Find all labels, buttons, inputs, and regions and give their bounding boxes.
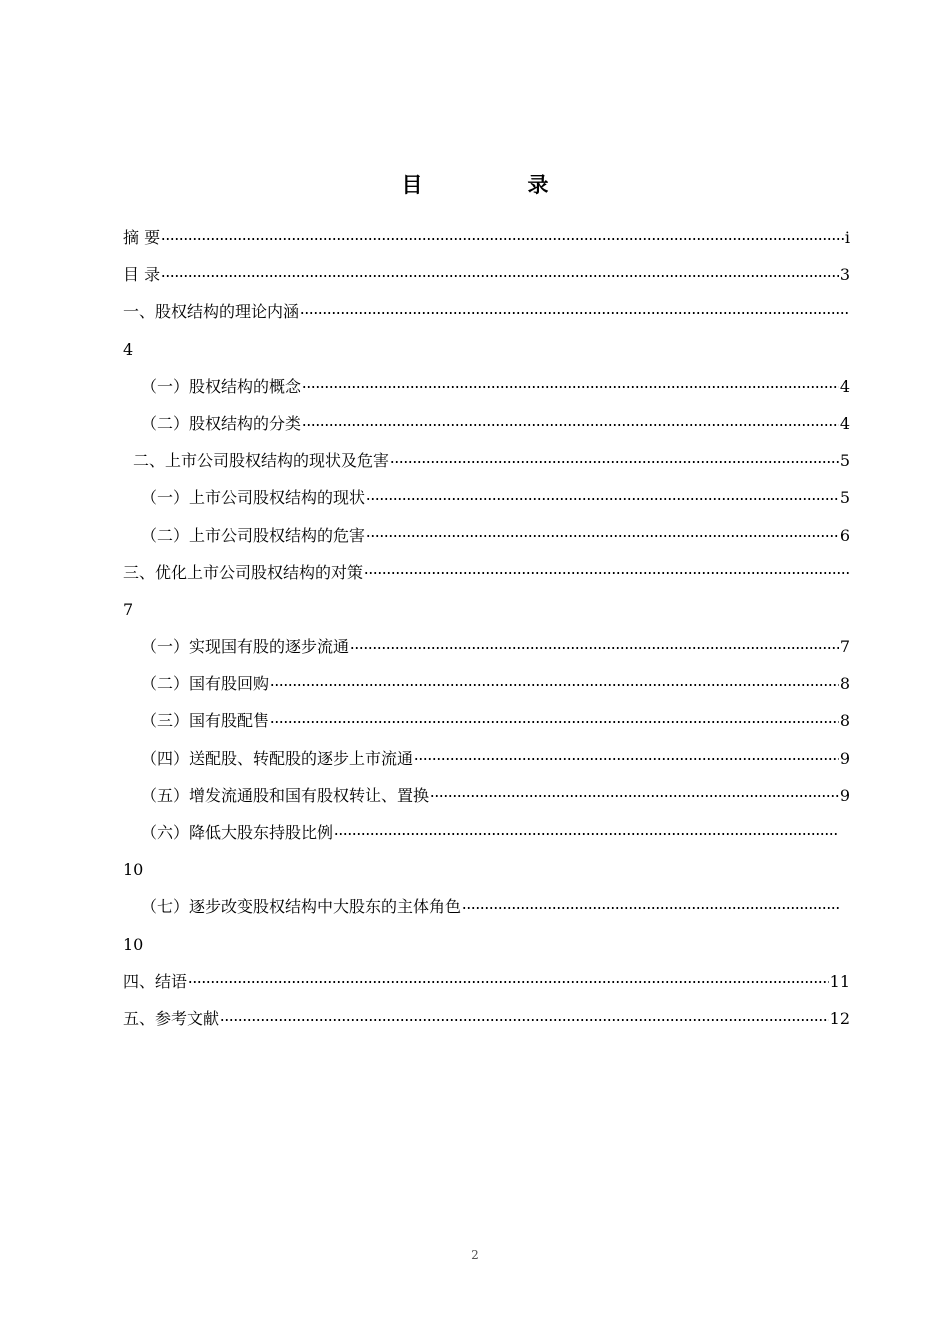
- dot-leader: [366, 498, 839, 500]
- dot-leader: [414, 758, 839, 760]
- toc-entry-subsection-3-1[interactable]: [123, 628, 850, 665]
- toc-entry-page: 4: [839, 413, 850, 433]
- page-title: 目 录: [401, 173, 591, 197]
- toc-entry-label: （二）股权结构的分类: [141, 413, 302, 433]
- toc-entry-subsection-3-4[interactable]: [123, 740, 850, 777]
- dot-leader: [364, 572, 849, 574]
- toc-entry-contents[interactable]: [123, 256, 850, 293]
- dot-leader: [334, 833, 839, 835]
- toc-entry-page: 9: [839, 748, 850, 768]
- toc-entry-page: 9: [839, 785, 850, 805]
- toc-entry-label: 摘 要: [123, 228, 161, 247]
- toc-entry-page: 3: [839, 265, 850, 285]
- toc-entry-page: 5: [839, 488, 850, 508]
- toc-entry-label: （一）实现国有股的逐步流通: [141, 637, 350, 657]
- toc-entry-page: 8: [839, 711, 850, 731]
- dot-leader: [390, 461, 839, 463]
- dot-leader: [430, 795, 839, 797]
- dot-leader: [270, 721, 839, 723]
- toc-entry-wrapped-page: [123, 331, 850, 368]
- toc-entry-section-2[interactable]: [123, 442, 850, 479]
- dot-leader: [161, 275, 839, 277]
- toc-entry-page: 10: [123, 934, 144, 954]
- toc-entry-subsection-2-1[interactable]: [123, 479, 850, 516]
- toc-entry-page: 7: [123, 599, 134, 619]
- dot-leader: [300, 312, 849, 314]
- toc-entry-subsection-1-1[interactable]: [123, 368, 850, 405]
- toc-entry-label: 一、股权结构的理论内涵: [123, 302, 300, 322]
- toc-entry-subsection-3-2[interactable]: [123, 665, 850, 702]
- toc-entry-page: 11: [829, 971, 850, 991]
- toc-entry-subsection-1-2[interactable]: [123, 405, 850, 442]
- toc-entry-subsection-3-5[interactable]: [123, 777, 850, 814]
- dot-leader: [366, 535, 839, 537]
- toc-entry-page: 4: [123, 339, 134, 359]
- dot-leader: [161, 238, 844, 240]
- toc-entry-label: （三）国有股配售: [141, 711, 270, 731]
- toc-entry-section-3[interactable]: [123, 554, 850, 591]
- toc-entry-label: 四、结语: [123, 971, 188, 991]
- toc-entry-label: 五、参考文献: [123, 1008, 220, 1028]
- toc-entry-page: i: [844, 228, 850, 247]
- toc-entry-label: （六）降低大股东持股比例: [141, 823, 334, 842]
- table-of-contents: [123, 219, 850, 1037]
- toc-entry-page: 6: [839, 525, 850, 545]
- toc-entry-label: （四）送配股、转配股的逐步上市流通: [141, 748, 414, 768]
- toc-entry-subsection-3-6[interactable]: [123, 814, 850, 851]
- toc-entry-abstract[interactable]: [123, 219, 850, 256]
- toc-entry-label: 二、上市公司股权结构的现状及危害: [133, 451, 390, 471]
- toc-entry-section-5[interactable]: [123, 1000, 850, 1037]
- toc-entry-page: 8: [839, 674, 850, 694]
- toc-entry-label: （一）上市公司股权结构的现状: [141, 488, 366, 508]
- dot-leader: [462, 907, 839, 909]
- toc-entry-page: 5: [839, 451, 850, 471]
- toc-entry-label: （二）上市公司股权结构的危害: [141, 525, 366, 545]
- dot-leader: [220, 1019, 829, 1021]
- toc-entry-label: 三、优化上市公司股权结构的对策: [123, 562, 364, 582]
- dot-leader: [188, 981, 829, 983]
- dot-leader: [302, 386, 839, 388]
- toc-entry-section-1[interactable]: [123, 293, 850, 330]
- toc-entry-subsection-3-3[interactable]: [123, 702, 850, 739]
- toc-entry-page: 10: [123, 860, 144, 880]
- toc-entry-wrapped-page: [123, 591, 850, 628]
- toc-entry-label: 目 录: [123, 265, 161, 285]
- toc-entry-subsection-2-2[interactable]: [123, 517, 850, 554]
- dot-leader: [302, 424, 839, 426]
- toc-entry-page: 4: [839, 376, 850, 396]
- toc-entry-subsection-3-7[interactable]: [123, 888, 850, 925]
- dot-leader: [350, 647, 839, 649]
- toc-entry-page: 12: [829, 1008, 850, 1028]
- toc-entry-label: （五）增发流通股和国有股权转让、置换: [141, 785, 430, 805]
- toc-entry-label: （七）逐步改变股权结构中大股东的主体角色: [141, 897, 462, 917]
- toc-entry-wrapped-page: [123, 851, 850, 888]
- page-number: 2: [471, 1248, 479, 1262]
- toc-entry-wrapped-page: [123, 926, 850, 963]
- toc-entry-label: （一）股权结构的概念: [141, 376, 302, 396]
- toc-entry-page: 7: [839, 637, 850, 657]
- toc-entry-section-4[interactable]: [123, 963, 850, 1000]
- dot-leader: [270, 684, 839, 686]
- toc-entry-label: （二）国有股回购: [141, 674, 270, 694]
